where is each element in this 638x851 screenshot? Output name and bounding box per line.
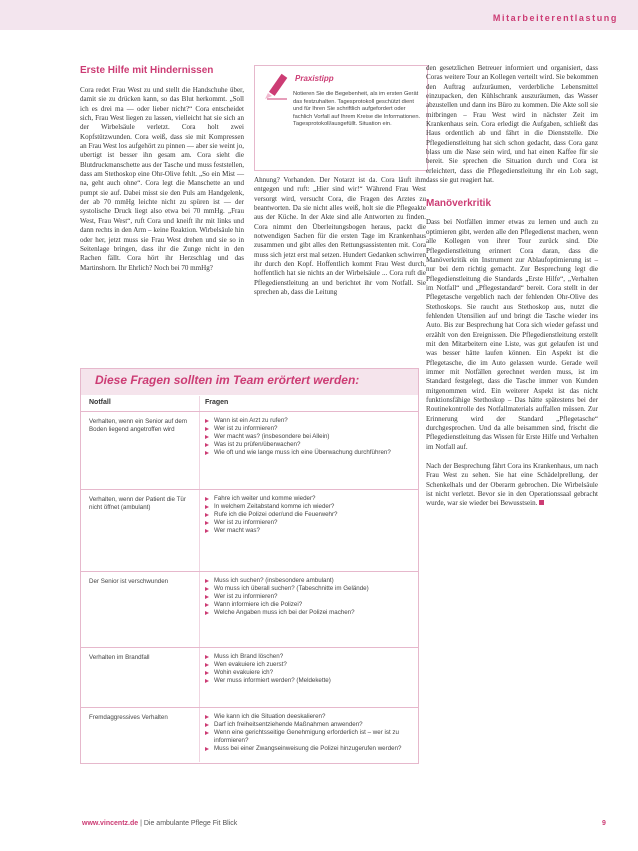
question-list (205, 713, 410, 753)
question-item: Wie kann ich die Situation deeskalieren? (205, 713, 410, 721)
question-item: Was ist zu prüfen/überwachen? (205, 441, 410, 449)
question-list (205, 653, 410, 685)
end-mark-icon (539, 500, 544, 505)
tip-text: Notieren Sie die Begebenheit, als im ersten Gerät das festzuhalten. Tagesprotokoll geschützt dient und für Ihren Sie schriftlich aufgefordert oder fachlich Vorfall auf Ihrem Kreise die Informationen. Tagesprotokoll/ausgefüllt. Situation ein. (293, 91, 421, 128)
paragraph: Dass bei Notfällen immer etwas zu lernen und auch zu optimieren gibt, werden alle den Pflegedienst machen, wenn alle Kollegen von ihrer Tour zurück sind. Die Pflegedienstleitung erinnert Cora daran, dass die Manöverkritik ein Instrument zur Ablaufoptimierung ist – nur bei dem richtig gemacht. Zur Besprechung legt die Pflegedienstleitung die Standards „Erste Hilfe“, „Verhalten im Notfall“ und „Pflegestandard“ bereit. Cora stellt in der Pflegetasche vergeblich nach der fehlenden Ohr-Olive des Stethoskops. Sie raucht aus Stethoskop aus, nutzt die fehlenden Utensilien auf und bringt die Tasche wieder ins Auto. Bis zur Besprechung hat Cora sich wieder gefasst und erzählt von den Ereignissen. Die Pflegedienstleitung erstellt mit den Mitarbeitern eine Liste, was gut gelaufen ist und was besser hätte laufen können. Ein Aspekt ist die Pflegetasche, die im Auto gelassen wurde. Gerade weil immer mit Notfällen gerechnet werden muss, ist im Standard festgelegt, dass die Tasche immer von Kunden mitgenommen wird. Ein weiterer Aspekt ist das nicht funktionsfähige Stethoskop – Das hätte spätestens bei der Routinekontrolle des Notfallmaterials auffallen müssen. Zur Erinnerung wird der Standard „Pflegetasche“ durchgesprochen. Und da alle beisammen sind, frischt die Pflegedienstleitung das Wissen für Erste Hilfe und Verhalten im Notfall auf. (426, 218, 598, 451)
question-item: Wer ist zu informieren? (205, 593, 410, 601)
paragraph (426, 462, 598, 509)
article-column-3 (426, 64, 598, 509)
question-item: Wer macht was? (insbesondere bei Allein) (205, 433, 410, 441)
tip-title: Praxistipp (295, 74, 334, 83)
question-item: Welche Angaben muss ich bei der Polizei machen? (205, 609, 410, 617)
question-item: Wie oft und wie lange muss ich eine Überwachung durchführen? (205, 449, 410, 457)
question-item: Fahre ich weiter und komme wieder? (205, 495, 410, 503)
article-column-2 (254, 176, 426, 297)
question-item: Darf ich freiheitsentziehende Maßnahmen anwenden? (205, 721, 410, 729)
situation-cell: Fremdaggressives Verhalten (89, 714, 168, 721)
question-item: Rufe ich die Polizei oder/und die Feuerwehr? (205, 511, 410, 519)
table-row (81, 489, 418, 572)
column-header-questions: Fragen (205, 399, 229, 406)
paragraph: den gesetzlichen Betreuer informiert und organisiert, dass Coras weitere Tour an Kollegen verteilt wird. Sie bekommen den Auftrag aufzuräumen, verderbliche Lebensmittel einzupacken, den Kühlschrank auszuräumen, das Wasser abzustellen und dann ins Büro zu kommen. Die Akte soll sie mitbringen – Frau West wird in nächster Zeit im Krankenhaus sein. Cora erledigt die Aufgaben, schließt das Haus ordentlich ab und fährt in die Dienststelle. Die Pflegedienstleitung hat sich schon gedacht, dass Cora ganz blass um die Nase sein wird, und hat einen Kaffee für sie bereit. Sie sprechen die Situation durch und Cora ist erleichtert, dass die Pflegedienstleitung ihr ein Lob sagt, dass sie gut reagiert hat. (426, 64, 598, 185)
question-item: Wer muss informiert werden? (Meldekette) (205, 677, 410, 685)
question-item: Wenn eine gerichtsseitige Genehmigung erforderlich ist – wer ist zu informieren? (205, 729, 410, 745)
page-number: 9 (602, 820, 606, 827)
section-heading: Manöverkritik (426, 198, 492, 210)
situation-cell: Verhalten, wenn ein Senior auf dem Boden liegend angetroffen wird (89, 418, 188, 434)
situation-cell: Verhalten, wenn der Patient die Tür nicht öffnet (ambulant) (89, 496, 186, 512)
question-item: Wer macht was? (205, 527, 410, 535)
question-list (205, 417, 410, 457)
questions-box-title: Diese Fragen sollten im Team erörtert werden: (95, 373, 360, 387)
question-item: Muss ich Brand löschen? (205, 653, 410, 661)
footer-url (82, 820, 237, 827)
article-column-1 (80, 64, 244, 273)
question-item: Wo muss ich überall suchen? (Tabeschnitte im Gelände) (205, 585, 410, 593)
section-title: Mitarbeiterentlastung (492, 13, 618, 23)
question-item: Wann ist ein Arzt zu rufen? (205, 417, 410, 425)
question-list (205, 495, 410, 535)
situation-cell: Der Senior ist verschwunden (89, 578, 169, 585)
pencil-icon (261, 72, 291, 102)
paragraph: Cora redet Frau West zu und stellt die Handschuhe über, damit sie zu drücken kann, so das Blut herkommt. „Soll ich es drei ma — oder lieber nicht?“ Cora entscheidet sich, Frau West liegen zu lassen, vielleicht hat sie sich an der Wirbelsäule verletzt. Cora holt zwei Kopfstützwunden. Cora weiß, dass sie mit Kompressen an Frau West los aufgehört zu pinnen — aber sie weint jo, ubertigt ist besser ihn gesam am. Cora sieht die Blutdruckmanschette aus der Tasche und muss feststellen, dass am Stethoskop eine Ohr-Olive fehlt. „So ein Mist — na, geht auch ohne“. Cora legt die Manschette an und pumpt sie auf. Dabei misst sie den Puls am Handgelenk, der ab 70 mmHg leichte nicht zu spüren ist — der systolische Druck liegt also etwa bei 70 mmHg. „Frau West, Frau West“, ruft Cora und kneift ihr mit links und dann rechts in den Arm – keine Reaktion. Wirbelsäule hin oder her, jetzt muss sie Frau West drehen und sie so in Seitenlage bringen, dass ihr die Zunge nicht in den Rachen fällt. Cora hört ihr Herzschlag und das Martinshorn. Ihr Ehrlich? Noch bei 70 mmHg? (80, 86, 244, 272)
footer-url-brand[interactable]: www.vincentz.de (82, 820, 139, 827)
question-item: Muss bei einer Zwangseinweisung die Polizei hinzugerufen werden? (205, 745, 410, 753)
paragraph: Ahnung? Vorhanden. Der Notarzt ist da. Cora läuft ihm entgegen und ruft: „Hier sind wir!“ Während Frau West versorgt wird, versucht Cora, die Fragen des Arztes zu beantworten. Da sie nicht alles weiß, holt sie die Pflegeakte aus der Küche. In der Akte sind alle Antworten zu finden. Cora nimmt den Überleitungsbogen heraus, packt die notwendigen Sachen für die ersten Tage im Krankenhaus zusammen und gibt alles den Rettungsassistenten mit. Cora muss sich jetzt erst mal setzen. Hundert Gedanken schwirren ihr durch den Kopf. Hoffentlich kommt Frau West durch, hoffentlich hat sie nichts an der Wirbelsäule ... Cora ruft die Pflegedienstleitung an und berichtet ihr vom Notfall. Sie sprechen ab, dass die Leitung (254, 176, 426, 297)
question-item: In welchem Zeitabstand komme ich wieder? (205, 503, 410, 511)
footer-publication: | Die ambulante Pflege Fit Blick (138, 820, 238, 827)
question-item: Wer ist zu informieren? (205, 425, 410, 433)
tip-box (254, 65, 428, 171)
question-item: Wann informiere ich die Polizei? (205, 601, 410, 609)
table-row (81, 571, 418, 648)
table-row (81, 707, 418, 763)
question-item: Wohin evakuiere ich? (205, 669, 410, 677)
column-header-situation: Notfall (89, 399, 111, 406)
question-item: Wer ist zu informieren? (205, 519, 410, 527)
situation-cell: Verhalten im Brandfall (89, 654, 150, 661)
table-row (81, 647, 418, 708)
section-heading: Erste Hilfe mit Hindernissen (80, 65, 214, 76)
question-list (205, 577, 410, 617)
paragraph-text: Nach der Besprechung fährt Cora ins Krankenhaus, um nach Frau West zu sehen. Sie hat eine Schädelprellung, der Schenkelhals und der Oberarm gebrochen. Die Wirbelsäule ist nicht verletzt. Bevor sie in den Operationssaal gebracht wurde, war sie wieder bei Bewusstsein. (426, 462, 598, 508)
question-item: Wen evakuiere ich zuerst? (205, 661, 410, 669)
questions-box (80, 368, 419, 764)
question-item: Muss ich suchen? (insbesondere ambulant) (205, 577, 410, 585)
table-row (81, 411, 418, 490)
questions-box-header (81, 369, 418, 395)
